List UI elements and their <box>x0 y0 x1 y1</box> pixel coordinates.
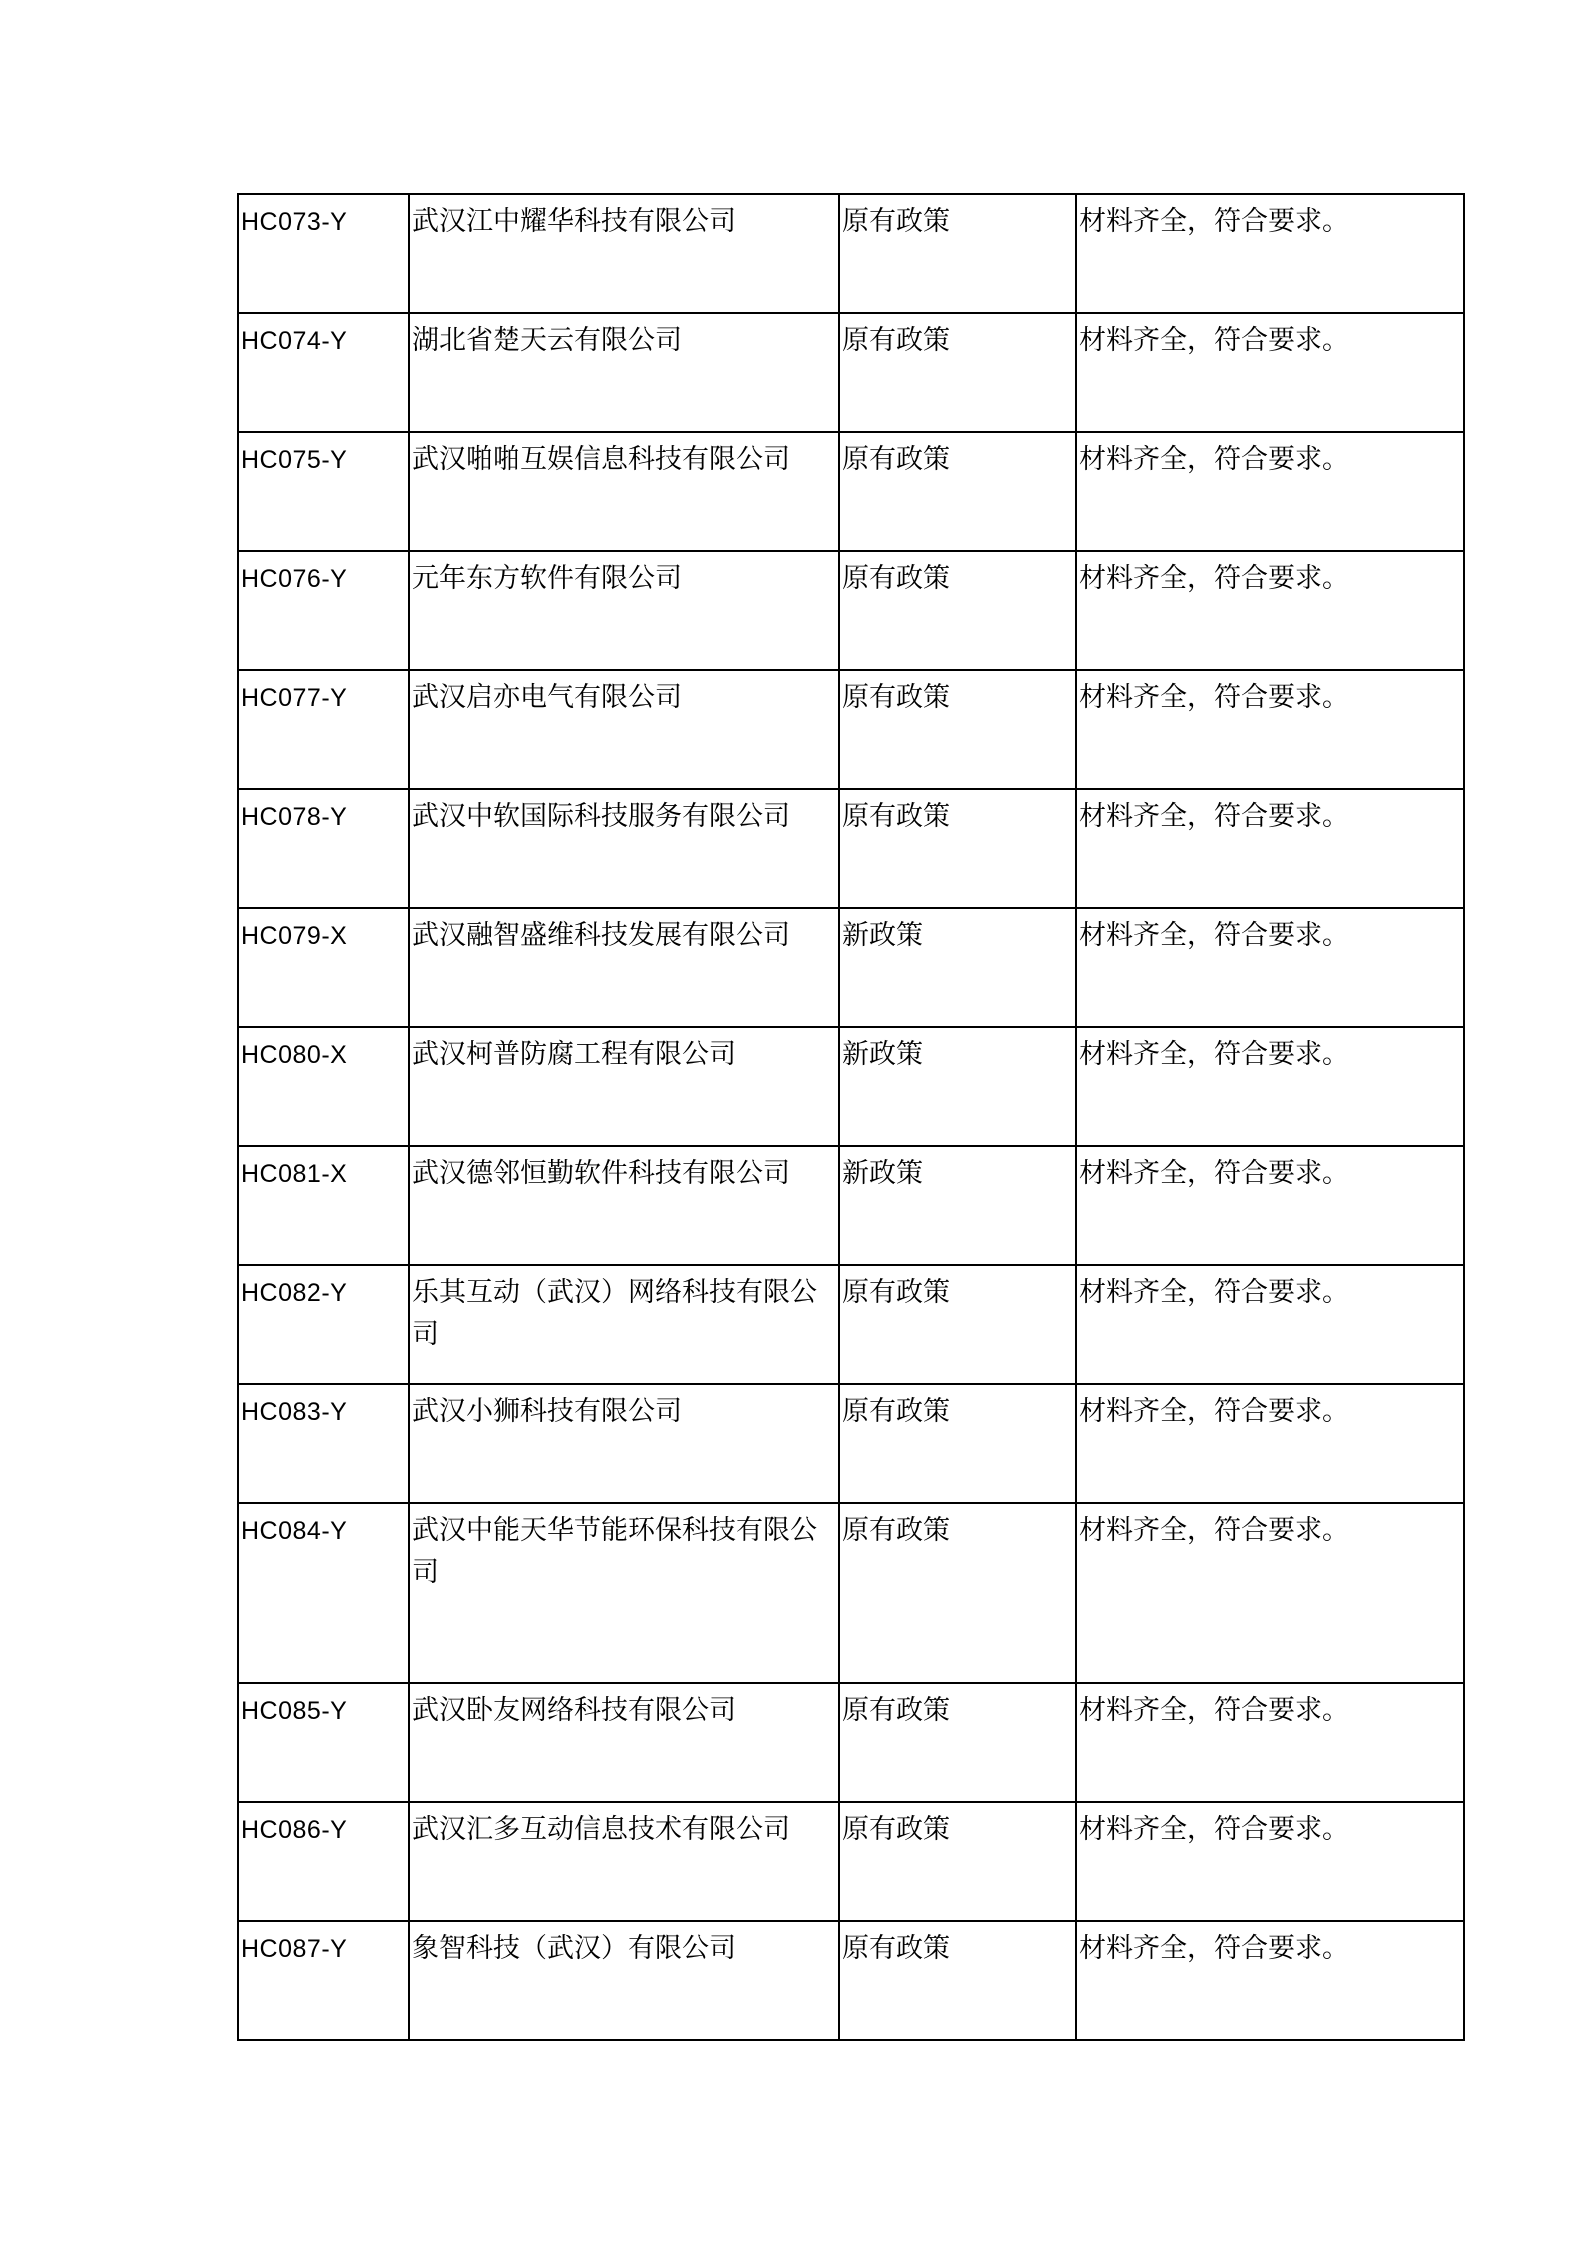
row-company-cell: 乐其互动（武汉）网络科技有限公司 <box>409 1265 839 1384</box>
row-policy-cell: 原有政策 <box>839 313 1076 432</box>
row-code-cell: HC079-X <box>238 908 409 1027</box>
row-remark-cell: 材料齐全，符合要求。 <box>1076 1503 1464 1683</box>
row-code-cell: HC087-Y <box>238 1921 409 2040</box>
row-code-cell: HC081-X <box>238 1146 409 1265</box>
row-remark-cell: 材料齐全，符合要求。 <box>1076 1683 1464 1802</box>
row-remark-cell: 材料齐全，符合要求。 <box>1076 551 1464 670</box>
row-remark-cell: 材料齐全，符合要求。 <box>1076 670 1464 789</box>
row-remark-cell: 材料齐全，符合要求。 <box>1076 789 1464 908</box>
row-code-cell: HC077-Y <box>238 670 409 789</box>
table-row <box>238 1802 1464 1921</box>
row-company-cell: 元年东方软件有限公司 <box>409 551 839 670</box>
row-remark-cell: 材料齐全，符合要求。 <box>1076 908 1464 1027</box>
row-policy-cell: 原有政策 <box>839 670 1076 789</box>
table-row <box>238 1384 1464 1503</box>
row-company-cell: 武汉启亦电气有限公司 <box>409 670 839 789</box>
row-code-cell: HC080-X <box>238 1027 409 1146</box>
row-company-cell: 武汉江中耀华科技有限公司 <box>409 194 839 313</box>
row-remark-cell: 材料齐全，符合要求。 <box>1076 1265 1464 1384</box>
row-code-cell: HC085-Y <box>238 1683 409 1802</box>
row-company-cell: 象智科技（武汉）有限公司 <box>409 1921 839 2040</box>
row-policy-cell: 原有政策 <box>839 1921 1076 2040</box>
table-row <box>238 194 1464 313</box>
row-policy-cell: 原有政策 <box>839 789 1076 908</box>
row-policy-cell: 原有政策 <box>839 1265 1076 1384</box>
row-remark-cell: 材料齐全，符合要求。 <box>1076 194 1464 313</box>
row-code-cell: HC086-Y <box>238 1802 409 1921</box>
row-company-cell: 湖北省楚天云有限公司 <box>409 313 839 432</box>
row-remark-cell: 材料齐全，符合要求。 <box>1076 1384 1464 1503</box>
row-code-cell: HC074-Y <box>238 313 409 432</box>
row-company-cell: 武汉德邻恒勤软件科技有限公司 <box>409 1146 839 1265</box>
table-row <box>238 670 1464 789</box>
company-review-table <box>237 193 1465 2041</box>
row-company-cell: 武汉融智盛维科技发展有限公司 <box>409 908 839 1027</box>
row-policy-cell: 原有政策 <box>839 1683 1076 1802</box>
table-row <box>238 1146 1464 1265</box>
row-company-cell: 武汉中能天华节能环保科技有限公司 <box>409 1503 839 1683</box>
row-policy-cell: 原有政策 <box>839 432 1076 551</box>
row-code-cell: HC076-Y <box>238 551 409 670</box>
table-row <box>238 1683 1464 1802</box>
row-code-cell: HC075-Y <box>238 432 409 551</box>
row-remark-cell: 材料齐全，符合要求。 <box>1076 432 1464 551</box>
row-policy-cell: 原有政策 <box>839 1384 1076 1503</box>
table-row <box>238 313 1464 432</box>
row-remark-cell: 材料齐全，符合要求。 <box>1076 1027 1464 1146</box>
row-company-cell: 武汉汇多互动信息技术有限公司 <box>409 1802 839 1921</box>
row-policy-cell: 原有政策 <box>839 1503 1076 1683</box>
table-row <box>238 432 1464 551</box>
row-company-cell: 武汉小狮科技有限公司 <box>409 1384 839 1503</box>
table-row <box>238 789 1464 908</box>
row-remark-cell: 材料齐全，符合要求。 <box>1076 313 1464 432</box>
table-row <box>238 1265 1464 1384</box>
table-row <box>238 908 1464 1027</box>
row-company-cell: 武汉卧友网络科技有限公司 <box>409 1683 839 1802</box>
row-code-cell: HC078-Y <box>238 789 409 908</box>
row-company-cell: 武汉啪啪互娱信息科技有限公司 <box>409 432 839 551</box>
row-policy-cell: 新政策 <box>839 1027 1076 1146</box>
table-body <box>238 194 1464 2040</box>
row-policy-cell: 新政策 <box>839 1146 1076 1265</box>
row-policy-cell: 原有政策 <box>839 194 1076 313</box>
row-policy-cell: 新政策 <box>839 908 1076 1027</box>
row-remark-cell: 材料齐全，符合要求。 <box>1076 1921 1464 2040</box>
row-remark-cell: 材料齐全，符合要求。 <box>1076 1802 1464 1921</box>
row-remark-cell: 材料齐全，符合要求。 <box>1076 1146 1464 1265</box>
row-code-cell: HC073-Y <box>238 194 409 313</box>
table-row <box>238 1027 1464 1146</box>
row-policy-cell: 原有政策 <box>839 551 1076 670</box>
table-row <box>238 551 1464 670</box>
row-code-cell: HC082-Y <box>238 1265 409 1384</box>
row-company-cell: 武汉中软国际科技服务有限公司 <box>409 789 839 908</box>
table-row <box>238 1921 1464 2040</box>
row-policy-cell: 原有政策 <box>839 1802 1076 1921</box>
row-company-cell: 武汉柯普防腐工程有限公司 <box>409 1027 839 1146</box>
row-code-cell: HC083-Y <box>238 1384 409 1503</box>
table-row <box>238 1503 1464 1683</box>
row-code-cell: HC084-Y <box>238 1503 409 1683</box>
